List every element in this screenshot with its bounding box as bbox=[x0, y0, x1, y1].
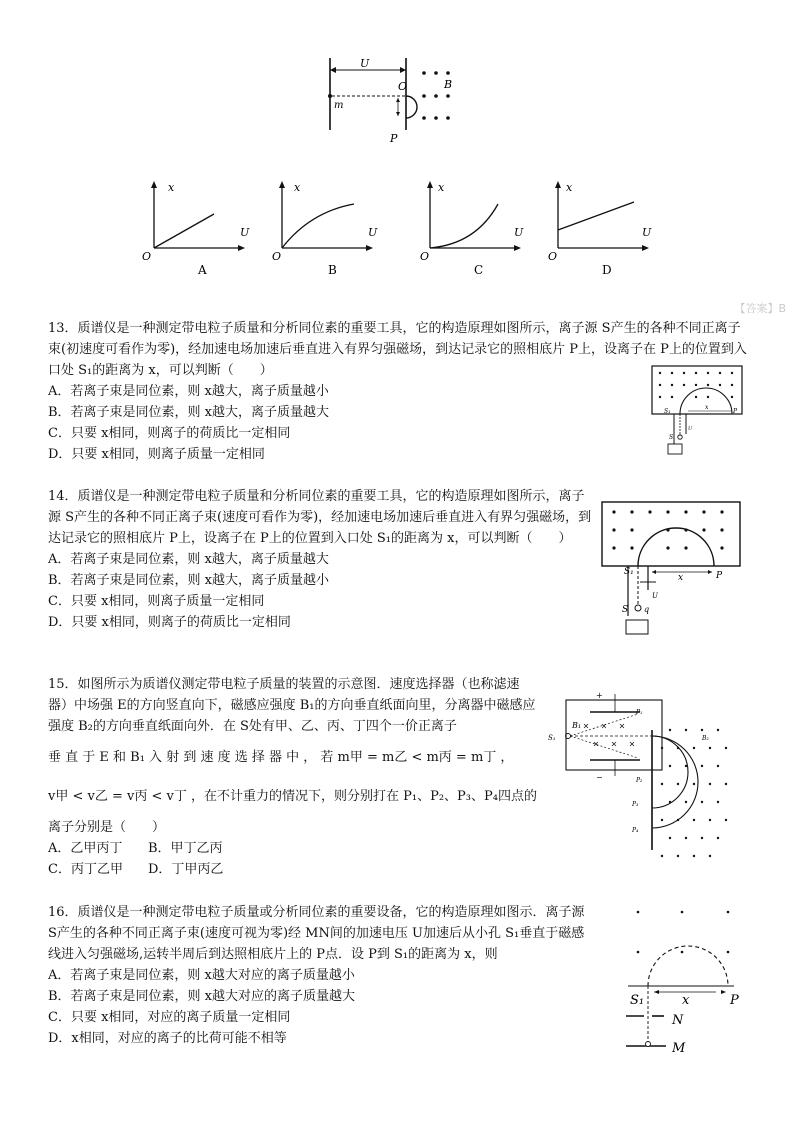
q13-fig-p: P bbox=[733, 408, 738, 415]
graph-b-caption: B bbox=[328, 263, 337, 277]
svg-text:−: − bbox=[596, 773, 603, 782]
graph-b bbox=[270, 178, 388, 278]
graph-c-caption: C bbox=[474, 263, 484, 277]
top-field-label: B bbox=[444, 78, 453, 91]
top-point-label: P bbox=[390, 132, 398, 145]
q16-fig-m: M bbox=[672, 1041, 686, 1056]
q14-fig-s1: S₁ bbox=[624, 567, 634, 577]
q14-fig-u: U bbox=[652, 592, 658, 600]
q15-stem-3: v甲 < v乙 = v丙 < v丁 ，在不计重力的情况下，则分别打在 P₁、P₂、P₃、P₄四点的 bbox=[48, 789, 537, 804]
q16-option-a: A．若离子束是同位素，则 x越大对应的离子质量越小 bbox=[48, 968, 355, 983]
graph-b-y-label: x bbox=[294, 181, 301, 194]
q16-fig-x: x bbox=[682, 993, 690, 1008]
q13-option-d: D．只要 x相同，则离子质量一定相同 bbox=[48, 447, 265, 462]
q14-fig-s: S bbox=[622, 605, 629, 615]
q15-fig-p4: P₄ bbox=[632, 827, 639, 834]
q16-option-d: D．x相同，对应的离子的比荷可能不相等 bbox=[48, 1031, 287, 1046]
q13-option-a: A．若离子束是同位素，则 x越大，离子质量越小 bbox=[48, 384, 329, 399]
graph-d-y-label: x bbox=[566, 181, 573, 194]
q14-stem: 14．质谱仪是一种测定带电粒子质量和分析同位素的重要工具，它的构造原理如图所示，离子源 S产生的各种不同正离子束(速度可看作为零)，经加速电场加速后垂直进入有界匀强磁场，到达记录它的照相底片 P上，设离子在 P上的位置到入口处 S₁的距离为 x，可以判断（ ） bbox=[48, 489, 592, 546]
q14-option-c: C．只要 x相同，则离子质量一定相同 bbox=[48, 594, 265, 609]
top-mass-label: m bbox=[334, 100, 344, 111]
q14-figure bbox=[600, 500, 746, 640]
top-voltage-label: U bbox=[360, 57, 370, 70]
graph-a bbox=[142, 178, 260, 278]
top-plate-label: O bbox=[398, 80, 408, 93]
q15-fig-b2: B₂ bbox=[702, 735, 709, 742]
q14-option-a: A．若离子束是同位素，则 x越大，离子质量越大 bbox=[48, 552, 329, 567]
question-13 bbox=[48, 318, 748, 465]
graph-a-y-label: x bbox=[168, 181, 175, 194]
q15-stem-1: 15．如图所示为质谱仪测定带电粒子质量的装置的示意图．速度选择器（也称滤速器）中场强 E的方向竖直向下，磁感应强度 B₁的方向垂直纸面向里，分离器中磁感应强度 B₂的方向垂直纸面向外．在 S处有甲、乙、丙、丁四个一价正离子 bbox=[48, 677, 536, 734]
graph-b-origin: O bbox=[272, 250, 282, 263]
q15-fig-s1: S₁ bbox=[548, 734, 556, 742]
q14-option-b: B．若离子束是同位素，则 x越大，离子质量越小 bbox=[48, 573, 330, 588]
q13-fig-x: x bbox=[705, 404, 709, 411]
q15-stem-2: 垂 直 于 E 和 B₁ 入 射 到 速 度 选 择 器 中 ， 若 m甲 = m乙 < m丙 = m丁 ， bbox=[48, 750, 514, 765]
graph-d bbox=[546, 178, 664, 278]
q14-fig-p: P bbox=[716, 571, 723, 581]
q15-figure bbox=[540, 690, 740, 870]
q15-option-a: A．乙甲丙丁 bbox=[48, 841, 123, 856]
q15-stem-4: 离子分别是（ ） bbox=[48, 820, 166, 835]
graph-c-x-label: U bbox=[514, 226, 524, 239]
question-15 bbox=[48, 674, 537, 880]
q15-fig-p1: P₁ bbox=[636, 709, 643, 716]
answer-watermark: 【答案】B bbox=[734, 302, 786, 315]
q13-option-c: C．只要 x相同，则离子的荷质比一定相同 bbox=[48, 426, 291, 441]
q13-fig-u: U bbox=[688, 426, 693, 432]
q15-option-d: D．丁甲丙乙 bbox=[148, 862, 224, 877]
graph-c-y-label: x bbox=[438, 181, 445, 194]
question-14 bbox=[48, 486, 593, 633]
graph-a-x-label: U bbox=[240, 226, 250, 239]
q16-fig-n: N bbox=[672, 1013, 684, 1028]
q13-option-b: B．若离子束是同位素，则 x越大，离子质量越大 bbox=[48, 405, 330, 420]
q15-fig-p3: P₃ bbox=[632, 801, 639, 808]
q16-figure bbox=[624, 904, 750, 1058]
q16-stem: 16．质谱仪是一种测定带电粒子质量或分析同位素的重要设备，它的构造原理如图示．离子源 S产生的各种不同正离子束(速度可视为零)经 MN间的加速电压 U加速后从小孔 S₁垂直于磁感线进入匀强磁场,运转半周后到达照相底片上的 P点．设 P到 S₁的距离为 x，则 bbox=[48, 905, 585, 962]
graph-d-x-label: U bbox=[642, 226, 652, 239]
q16-option-b: B．若离子束是同位素，则 x越大对应的离子质量越大 bbox=[48, 989, 356, 1004]
graph-b-x-label: U bbox=[368, 226, 378, 239]
graph-a-caption: A bbox=[198, 263, 207, 277]
q14-option-d: D．只要 x相同，则离子的荷质比一定相同 bbox=[48, 615, 291, 630]
q15-fig-p2: P₂ bbox=[636, 777, 643, 784]
graph-d-origin: O bbox=[548, 250, 558, 263]
svg-text:+: + bbox=[596, 691, 603, 700]
q16-fig-s1: S₁ bbox=[630, 993, 645, 1008]
graph-c-origin: O bbox=[420, 250, 430, 263]
top-apparatus-figure bbox=[320, 56, 470, 152]
q15-option-c: C．丙丁乙甲 bbox=[48, 862, 123, 877]
graph-c bbox=[418, 178, 536, 278]
q13-figure bbox=[650, 364, 746, 458]
q13-fig-s1: S₁ bbox=[664, 408, 671, 415]
q15-option-b: B．甲丁乙丙 bbox=[148, 841, 223, 856]
q14-fig-q: q bbox=[644, 605, 650, 614]
q13-stem: 13．质谱仪是一种测定带电粒子质量和分析同位素的重要工具，它的构造原理如图所示，离子源 S产生的各种不同正离子束(初速度可看作为零)，经加速电场加速后垂直进入有界匀强磁场，到达记录它的照相底片 P上，设离子在 P上的位置到入口处 S₁的距离为 x，可以判断（ ） bbox=[48, 321, 747, 378]
question-16 bbox=[48, 902, 593, 1049]
q14-fig-x: x bbox=[678, 573, 684, 583]
graph-a-origin: O bbox=[142, 250, 152, 263]
q15-fig-b1: B₁ bbox=[572, 721, 582, 730]
q13-fig-s: S bbox=[669, 434, 674, 441]
q16-option-c: C．只要 x相同，对应的离子质量一定相同 bbox=[48, 1010, 291, 1025]
q16-fig-p: P bbox=[730, 993, 739, 1008]
graph-d-caption: D bbox=[602, 263, 612, 277]
